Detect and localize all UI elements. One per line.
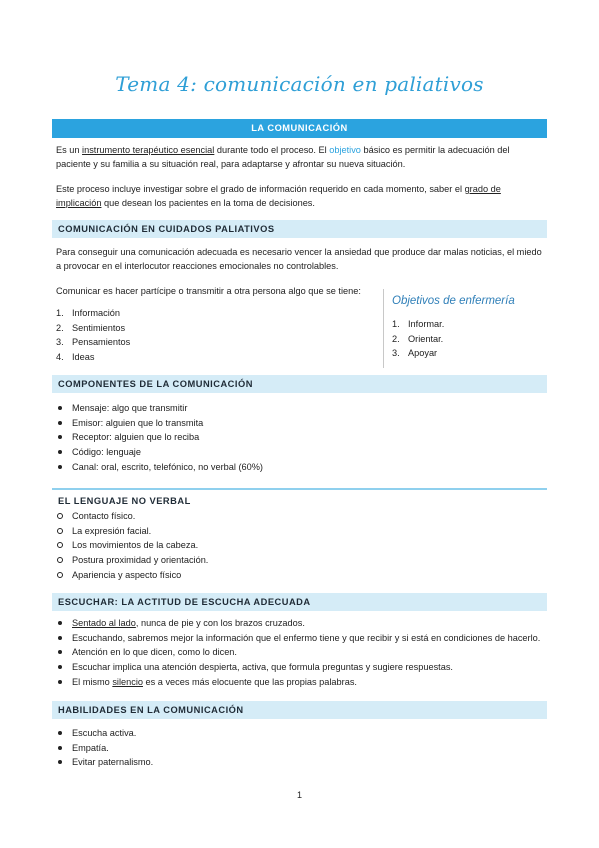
- bullet-list-componentes: [56, 401, 263, 474]
- list-item: Receptor: alguien que lo reciba: [56, 430, 263, 445]
- bullet-list-escuchar: [56, 616, 540, 689]
- paragraph-process: Este proceso incluye investigar sobre el grado de información requerido en cada momento, saber el grado de implicación que desean los pacientes en la toma de decisiones.: [56, 184, 501, 208]
- bullet-icon: [58, 731, 62, 735]
- list-item: Escuchar implica una atención despierta, activa, que formula preguntas y sugiere respuestas.: [56, 660, 540, 675]
- page-number: 1: [296, 790, 302, 800]
- bullet-icon: [58, 760, 62, 764]
- bullet-icon: [58, 746, 62, 750]
- list-item: La expresión facial.: [56, 524, 208, 539]
- bullet-icon: [58, 435, 62, 439]
- list-item: 3. Apoyar: [392, 348, 438, 359]
- numbered-list-objetivos: [392, 317, 444, 361]
- list-item: Escucha activa.: [56, 726, 153, 741]
- section-heading-lenguaje-no-verbal: EL LENGUAJE NO VERBAL: [52, 488, 547, 506]
- bullet-list-no-verbal: [56, 509, 208, 582]
- paragraph-paliativos: Para conseguir una comunicación adecuada es necesario vencer la ansiedad que produce dar malas noticias, el miedo a provocar en el interlocutor reacciones emocionales no controlables.: [56, 247, 542, 271]
- paragraph-intro: Es un instrumento terapéutico esencial durante todo el proceso. El objetivo básico es permitir la adecuación del paciente y su familia a su situación real, para adaptarse y afrontar su nueva situación.: [56, 145, 510, 169]
- paragraph-comunicar: Comunicar es hacer partícipe o transmitir a otra persona algo que se tiene:: [56, 286, 361, 296]
- list-item: 1. Información: [56, 308, 121, 318]
- list-item: Emisor: alguien que lo transmita: [56, 416, 263, 431]
- list-item: Contacto físico.: [56, 509, 208, 524]
- bullet-icon: [58, 450, 62, 454]
- list-item: Postura proximidad y orientación.: [56, 553, 208, 568]
- side-heading-objetivos: Objetivos de enfermería: [392, 295, 515, 307]
- list-item: 3. Pensamientos: [56, 337, 131, 348]
- bullet-icon: [58, 421, 62, 425]
- list-item: Atención en lo que dicen, como lo dicen.: [56, 645, 540, 660]
- list-item: Canal: oral, escrito, telefónico, no verbal (60%): [56, 460, 263, 475]
- circle-bullet-icon: [57, 572, 63, 578]
- list-item: 4. Ideas: [56, 352, 95, 363]
- list-item: Evitar paternalismo.: [56, 755, 153, 770]
- list-item: Código: lenguaje: [56, 445, 263, 460]
- section-heading-habilidades: HABILIDADES EN LA COMUNICACIÓN: [52, 701, 547, 719]
- list-item: Empatía.: [56, 741, 153, 756]
- bullet-list-habilidades: [56, 726, 153, 770]
- list-item: El mismo silencio es a veces más elocuente que las propias palabras.: [56, 675, 540, 690]
- list-item: 2. Orientar.: [392, 333, 444, 344]
- numbered-list-comunicar: [56, 306, 130, 365]
- circle-bullet-icon: [57, 557, 63, 563]
- bullet-icon: [58, 465, 62, 469]
- bullet-icon: [58, 621, 62, 625]
- list-item: 1. Informar.: [392, 319, 445, 329]
- list-item: 2. Sentimientos: [56, 322, 126, 333]
- column-divider: [383, 289, 384, 368]
- section-heading-componentes: COMPONENTES DE LA COMUNICACIÓN: [52, 375, 547, 393]
- section-heading-cuidados-paliativos: COMUNICACIÓN EN CUIDADOS PALIATIVOS: [52, 220, 547, 238]
- section-heading-la-comunicacion: LA COMUNICACIÓN: [52, 119, 547, 138]
- bullet-icon: [58, 650, 62, 654]
- list-item: Sentado al lado, nunca de pie y con los brazos cruzados.: [56, 616, 540, 631]
- circle-bullet-icon: [57, 528, 63, 534]
- list-item: Mensaje: algo que transmitir: [56, 401, 263, 416]
- bullet-icon: [58, 680, 62, 684]
- list-item: Los movimientos de la cabeza.: [56, 538, 208, 553]
- list-item: Escuchando, sabremos mejor la información que el enfermo tiene y que recibir y si está en condiciones de hacerlo.: [56, 631, 540, 646]
- bullet-icon: [58, 665, 62, 669]
- list-item: Apariencia y aspecto físico: [56, 568, 208, 583]
- circle-bullet-icon: [57, 513, 63, 519]
- page-title: Tema 4: comunicación en paliativos: [115, 72, 484, 96]
- section-heading-escuchar: ESCUCHAR: LA ACTITUD DE ESCUCHA ADECUADA: [52, 593, 547, 611]
- bullet-icon: [58, 636, 62, 640]
- bullet-icon: [58, 406, 62, 410]
- circle-bullet-icon: [57, 542, 63, 548]
